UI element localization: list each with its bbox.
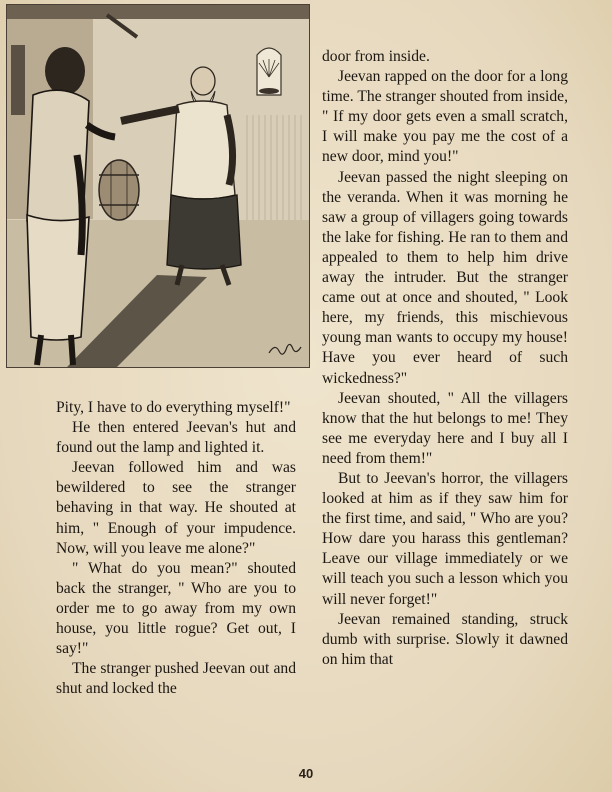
paragraph: Jeevan followed him and was bewildered to see the stranger behaving in that way. He shouted at him, " Enough of your impudence. Now, will you leave me alone?"	[56, 459, 296, 557]
page-number: 40	[298, 766, 314, 781]
window	[11, 45, 25, 115]
lamp	[259, 88, 279, 94]
paragraph: Jeevan passed the night sleeping on the veranda. When it was morning he saw a group of villagers going towards the lake for fishing. He ran to them and appealed to them to help him drive away the intruder. But the stranger came out at once and shouted, " Look here, my friends, this mischievous young man wants to occupy my house! Have you ever heard of such wickedness?"	[322, 168, 568, 387]
left-text-column	[56, 398, 296, 699]
paragraph: He then entered Jeevan's hut and found out the lamp and lighted it.	[56, 419, 296, 457]
paragraph: The stranger pushed Jeevan out and shut and locked the	[56, 660, 296, 698]
paragraph: Jeevan shouted, " All the villagers know that the hut belongs to me! They see me everyday here and I buy all I need from them!"	[322, 389, 568, 467]
paragraph: Jeevan rapped on the door for a long time. The stranger shouted from inside, " If my door gets even a small scratch, I will make you pay me the cost of a new door, mind you!"	[322, 68, 568, 166]
paragraph: Jeevan remained standing, struck dumb with surprise. Slowly it dawned on him that	[322, 610, 568, 668]
paragraph: " What do you mean?" shouted back the stranger, " Who are you to order me to go away from my own house, you little rogue? Get out, I say!"	[56, 559, 296, 658]
ceiling-beam	[7, 5, 309, 19]
right-text-column	[322, 47, 568, 670]
paragraph: But to Jeevan's horror, the villagers looked at him as if they saw him for the first time, and said, " Who are you? How dare you harass this gentleman? Leave our village immediately or we will teach you such a lesson which you will never forget!"	[322, 469, 568, 608]
paragraph: door from inside.	[322, 48, 430, 65]
illustration-drawing	[7, 5, 309, 367]
story-illustration	[6, 4, 310, 368]
barrel	[99, 160, 139, 220]
paragraph: Pity, I have to do everything myself!"	[56, 399, 291, 416]
